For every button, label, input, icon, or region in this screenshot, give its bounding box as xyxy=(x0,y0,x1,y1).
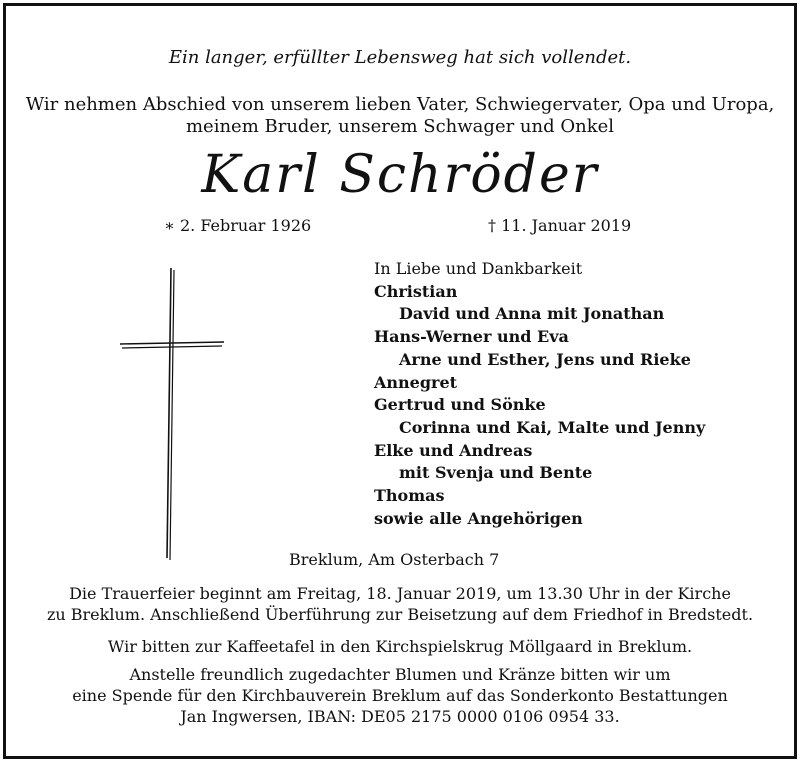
coffee-info: Wir bitten zur Kaffeetafel in den Kirchspielskrug Möllgaard in Breklum. xyxy=(107,637,693,656)
family-member: Arne und Esther, Jens und Rieke xyxy=(399,349,691,369)
deceased-name: Karl Schröder xyxy=(201,145,599,205)
funeral-line: zu Breklum. Anschließend Überführung zur Beisetzung auf dem Friedhof in Bredstedt. xyxy=(46,605,754,624)
intro-line: meinem Bruder, unserem Schwager und Onkel xyxy=(185,116,615,137)
family-member: Annegret xyxy=(374,372,458,392)
family-member: sowie alle Angehörigen xyxy=(374,508,583,528)
family-member: Gertrud und Sönke xyxy=(374,395,546,415)
family-member: Thomas xyxy=(374,486,445,506)
donation-info xyxy=(0,664,800,727)
death-date: † 11. Januar 2019 xyxy=(488,216,632,235)
motto: Ein langer, erfüllter Lebensweg hat sich vollendet. xyxy=(168,47,632,68)
funeral-line: Die Trauerfeier beginnt am Freitag, 18. Januar 2019, um 13.30 Uhr in der Kirche xyxy=(69,584,731,603)
donation-line: Anstelle freundlich zugedachter Blumen und Kränze bitten wir um xyxy=(129,665,671,684)
family-member: Corinna und Kai, Malte und Jenny xyxy=(399,417,706,437)
family-member: mit Svenja und Bente xyxy=(399,463,593,483)
intro-line: Wir nehmen Abschied von unserem lieben Vater, Schwiegervater, Opa und Uropa, xyxy=(25,94,775,115)
family-member: Elke und Andreas xyxy=(374,440,533,460)
donation-line: Jan Ingwersen, IBAN: DE05 2175 0000 0106 0954 33. xyxy=(180,707,620,726)
family-intro: In Liebe und Dankbarkeit xyxy=(374,259,583,278)
family-list xyxy=(374,258,705,530)
birth-date: ∗ 2. Februar 1926 xyxy=(164,216,312,235)
family-member: Hans-Werner und Eva xyxy=(374,327,569,347)
funeral-info xyxy=(0,583,800,625)
address: Breklum, Am Osterbach 7 xyxy=(289,550,500,569)
family-member: David und Anna mit Jonathan xyxy=(399,304,665,324)
intro-text xyxy=(0,94,800,138)
latin-cross-icon xyxy=(116,262,226,562)
family-member: Christian xyxy=(374,281,458,301)
donation-line: eine Spende für den Kirchbauverein Breklum auf das Sonderkonto Bestattungen xyxy=(72,686,728,705)
